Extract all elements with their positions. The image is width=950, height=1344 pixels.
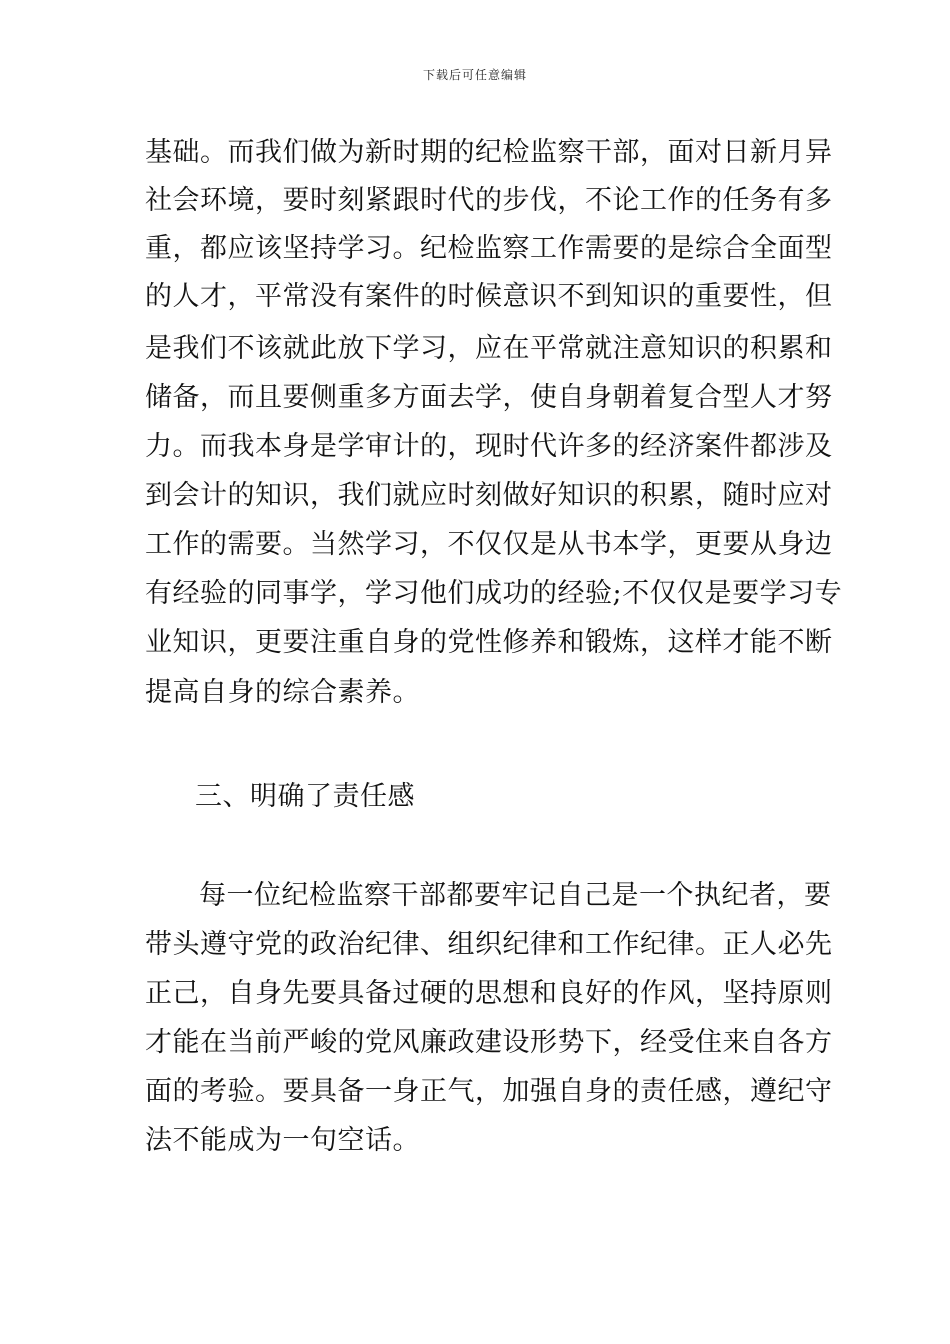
paragraph-line: 社会环境，要时刻紧跟时代的步伐，不论工作的任务有多 [145, 185, 833, 216]
paragraph-line: 基础。而我们做为新时期的纪检监察干部，面对日新月异 [145, 137, 833, 168]
paragraph-line: 面的考验。要具备一身正气，加强自身的责任感，遵纪守 [145, 1076, 833, 1107]
paragraph-line: 力。而我本身是学审计的，现时代许多的经济案件都涉及 [145, 431, 833, 462]
section-heading: 三、明确了责任感 [195, 781, 415, 812]
paragraph-line: 提高自身的综合素养。 [145, 677, 420, 708]
paragraph-line: 每一位纪检监察干部都要牢记自己是一个执纪者，要 [199, 880, 832, 911]
page-header-note: 下载后可任意编辑 [422, 68, 527, 82]
paragraph-line: 是我们不该就此放下学习，应在平常就注意知识的积累和 [145, 333, 833, 364]
paragraph-line: 工作的需要。当然学习，不仅仅是从书本学，更要从身边 [145, 529, 833, 560]
paragraph-line: 到会计的知识，我们就应时刻做好知识的积累，随时应对 [145, 480, 833, 511]
paragraph-line: 的人才，平常没有案件的时候意识不到知识的重要性，但 [145, 281, 833, 312]
paragraph-line: 业知识，更要注重自身的党性修养和锻炼，这样才能不断 [145, 627, 833, 658]
paragraph-line: 有经验的同事学，学习他们成功的经验;不仅仅是要学习专 [145, 578, 843, 609]
paragraph-line: 带头遵守党的政治纪律、组织纪律和工作纪律。正人必先 [145, 929, 833, 960]
paragraph-line: 才能在当前严峻的党风廉政建设形势下，经受住来自各方 [145, 1027, 833, 1058]
paragraph-line: 正己，自身先要具备过硬的思想和良好的作风，坚持原则 [145, 978, 833, 1009]
paragraph-line: 重，都应该坚持学习。纪检监察工作需要的是综合全面型 [145, 233, 833, 264]
paragraph-line: 储备，而且要侧重多方面去学，使自身朝着复合型人才努 [145, 382, 833, 413]
paragraph-line: 法不能成为一句空话。 [145, 1125, 420, 1156]
